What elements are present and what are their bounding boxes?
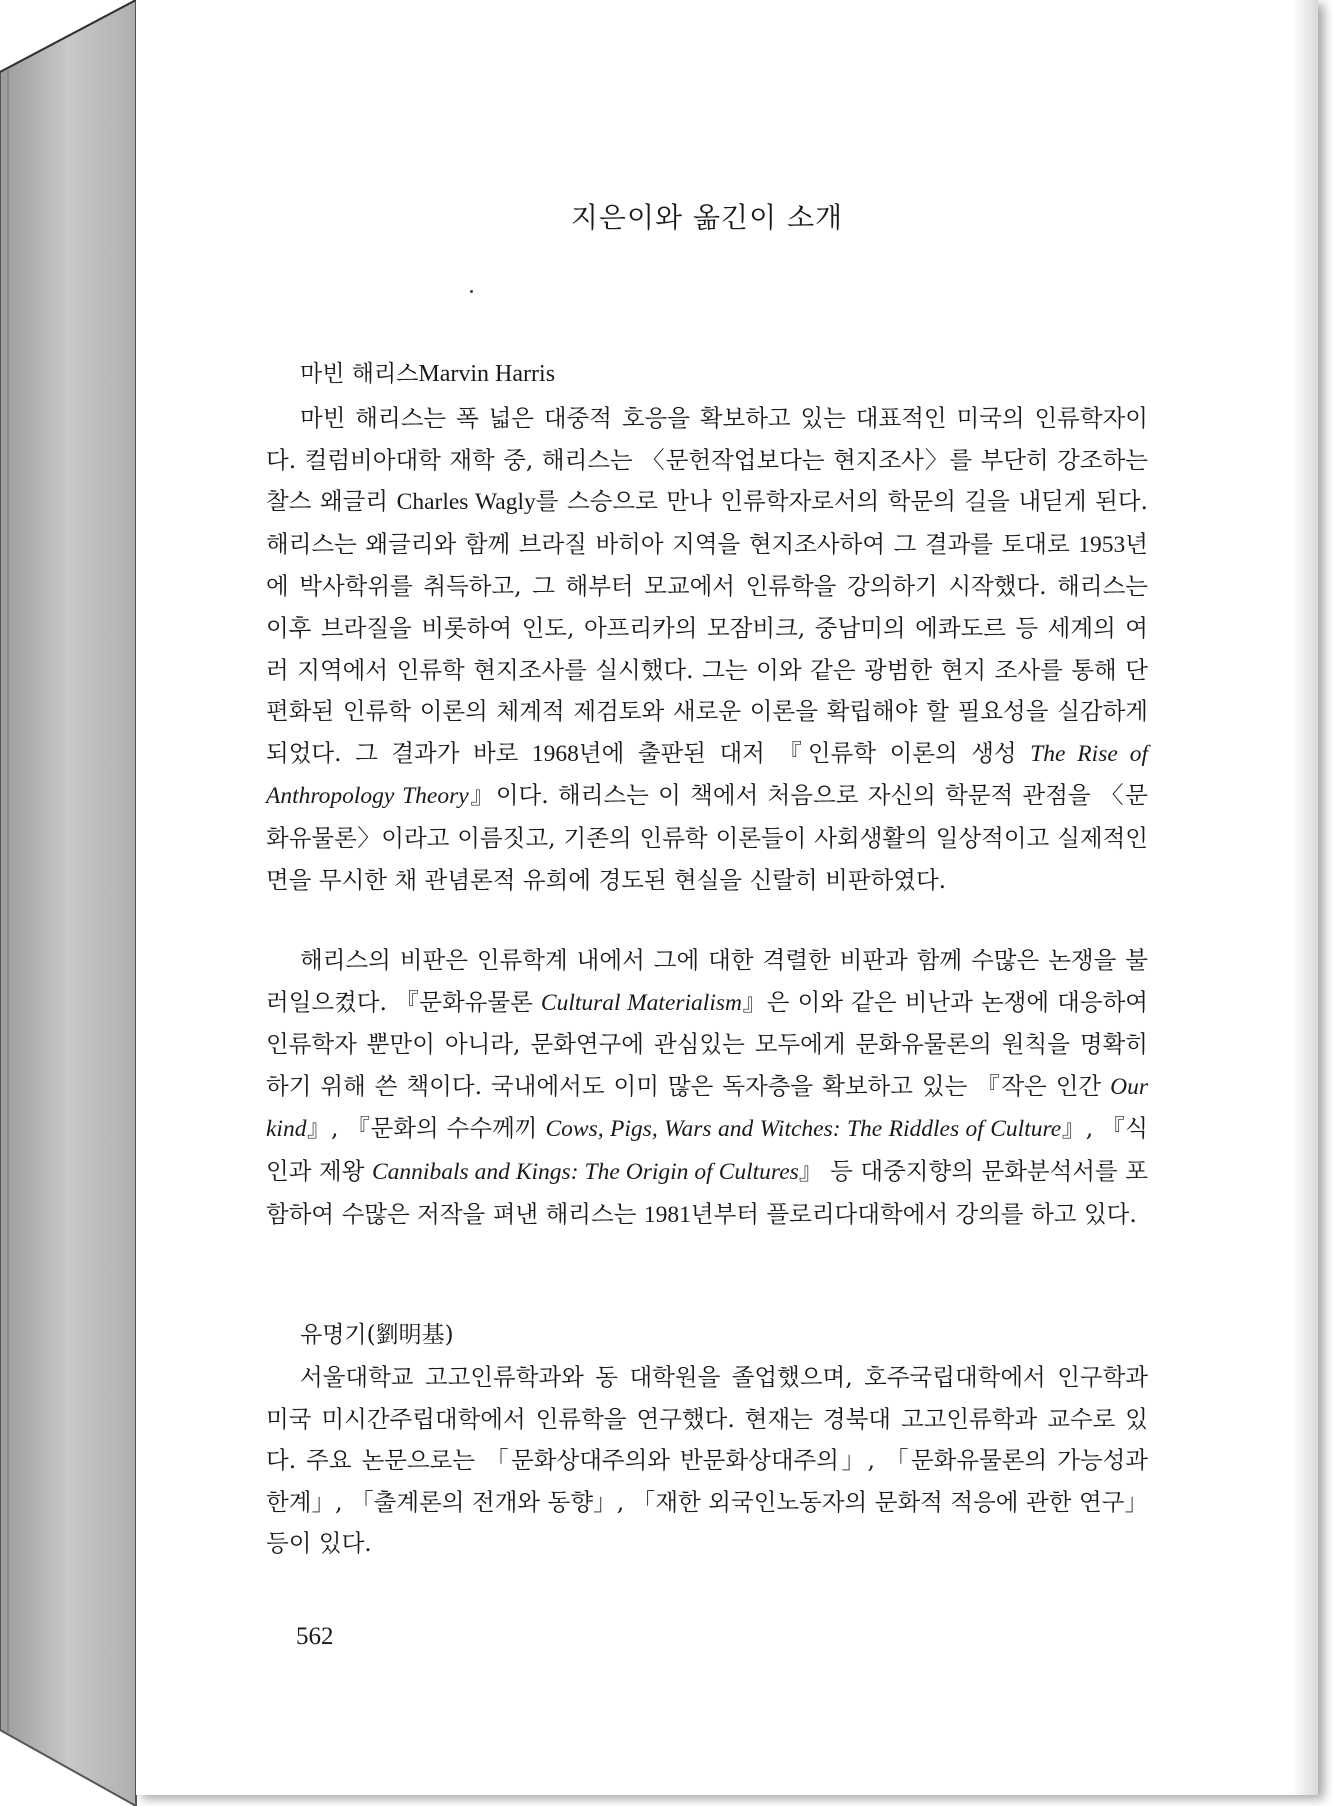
author-p2-book-cannibals: Cannibals and Kings: The Origin of Cultures (371, 1158, 799, 1185)
author-p1-year-1968: 1968 (531, 740, 579, 767)
author-p1-text-3: 년에 박사학위를 취득하고, 그 해부터 모교에서 인류학을 강의하기 시작했다. 해리스는 이후 브라질을 비롯하여 인도, 아프리카의 모잠비크, 중남미의 에콰도르 등 세계의 여러 지역에서 인류학 현지조사를 실시했다. 그는 이와 같은 광범한 현지 조사를 통해 단편화된 인류학 이론의 체계적 제검토와 새로운 이론을 확립해야 할 필요성을 실감하게 되었다. 그 결과가 바로 (266, 529, 1148, 767)
author-heading (300, 355, 555, 388)
translator-paragraph: 서울대학교 고고인류학과와 동 대학원을 졸업했으며, 호주국립대학에서 인구학과 미국 미시간주립대학에서 인류학을 연구했다. 현재는 경북대 고고인류학과 교수로 있다. 주요 논문으로는 「문화상대주의와 반문화상대주의」, 「문화유물론의 가능성과 한계」, 「출계론의 전개와 동향」, 「재한 외국인노동자의 문화적 적응에 관한 연구」 등이 있다. (266, 1363, 1148, 1558)
translator-heading: 유명기(劉明基) (300, 1322, 454, 1348)
book-spine (0, 0, 140, 1806)
author-p1-text-4: 년에 출판된 대저 『인류학 이론의 생성 (578, 738, 1031, 767)
author-paragraph-1 (266, 398, 1148, 901)
author-p2-text-4: 』, 『식인과 제왕 (266, 1114, 1148, 1185)
author-p2-year-1981: 1981 (643, 1201, 691, 1228)
book-edge-graphic (0, 0, 140, 1806)
author-name-korean: 마빈 해리스 (300, 361, 419, 387)
page-title: 지은이와 옮긴이 소개 (570, 201, 844, 234)
author-p2-book-our-kind: Our kind (266, 1073, 1148, 1143)
author-p2-text-5: 』 등 대중지향의 문화분석서를 포함하여 수많은 저작을 펴낸 해리스는 (266, 1156, 1148, 1228)
author-p1-book-title: The Rise of Anthropology Theory (266, 740, 1148, 810)
author-p2-text-1: 해리스의 비판은 인류학계 내에서 그에 대한 격렬한 비판과 함께 수많은 논쟁을 불러일으켰다. 『문화유물론 (266, 946, 1148, 1016)
author-paragraph-2 (266, 940, 1148, 1236)
author-p2-text-6: 년부터 플로리다대학에서 강의를 하고 있다. (690, 1199, 1137, 1228)
page-number: 562 (296, 1623, 334, 1650)
author-p2-book-cultural-materialism: Cultural Materialism (540, 989, 742, 1016)
author-p2-text-2: 』은 이와 같은 비난과 논쟁에 대응하여 인류학자 뿐만이 아니라, 문화연구에 관심있는 모두에게 문화유물론의 원칙을 명확히 하기 위해 쓴 책이다. 국내에서도 이미 많은 독자층을 확보하고 있는 『작은 인간 (266, 987, 1148, 1100)
author-p1-year-1953: 1953 (1078, 531, 1126, 558)
author-p1-text-5: 』이다. 해리스는 이 책에서 처음으로 자신의 학문적 관점을 〈문화유물론〉이라고 이름짓고, 기존의 인류학 이론들이 사회생활의 일상적이고 실제적인 면을 무시한 채 관념론적 유희에 경도된 현실을 신랄히 비판하였다. (266, 781, 1148, 894)
author-p1-text-2: 를 스승으로 만나 인류학자로서의 학문의 길을 내딛게 된다. 해리스는 왜글리와 함께 브라질 바히아 지역을 현지조사하여 그 결과를 토대로 (266, 487, 1148, 558)
page-edge-shade (1292, 0, 1318, 1795)
author-p1-text-1: 마빈 해리스는 폭 넓은 대중적 호응을 확보하고 있는 대표적인 미국의 인류학자이다. 컬럼비아대학 재학 중, 해리스는 〈문헌작업보다는 현지조사〉를 부단히 강조하는 찰스 왜글리 (266, 404, 1148, 516)
author-name-latin: Marvin Harris (418, 361, 556, 387)
author-p1-latin-name: Charles Wagly (396, 489, 536, 516)
author-p2-text-3: 』, 『문화의 수수께끼 (306, 1114, 546, 1143)
author-p2-book-riddles: Cows, Pigs, Wars and Witches: The Riddles of Culture (545, 1116, 1062, 1143)
stray-dot (470, 290, 473, 293)
